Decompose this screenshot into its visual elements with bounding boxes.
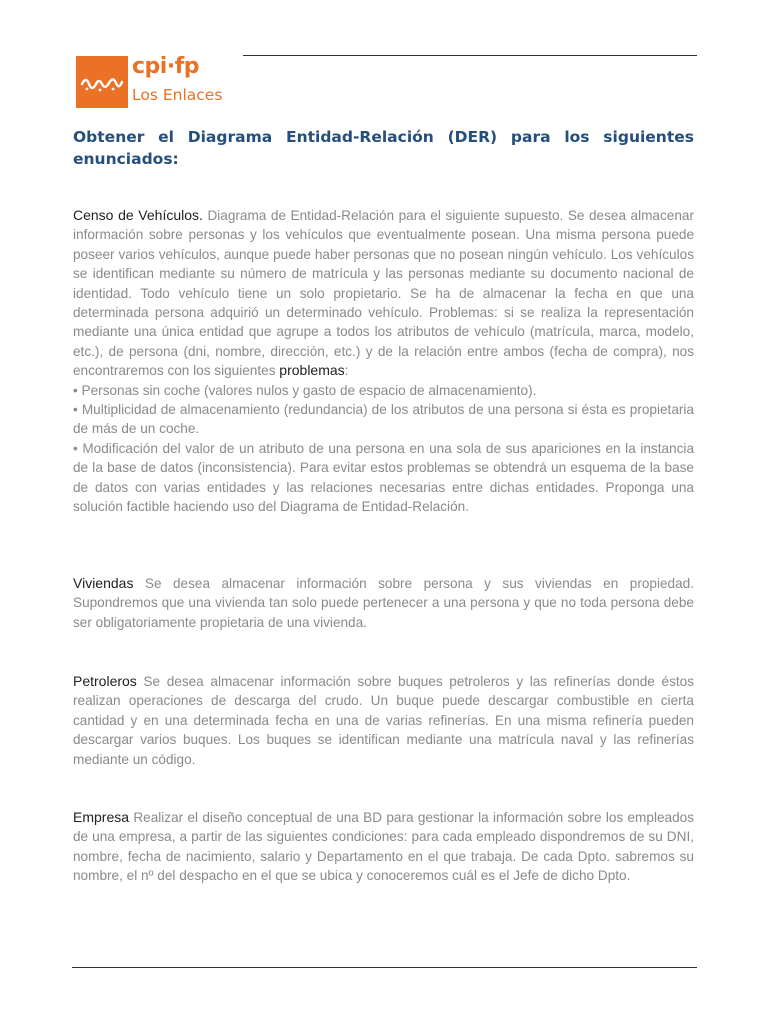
section-viviendas [73, 574, 694, 632]
footer-rule [72, 967, 697, 968]
viviendas-paragraph [73, 574, 694, 632]
section-empresa [73, 808, 694, 886]
petroleros-paragraph [73, 672, 694, 769]
censo-bullet-1: • Personas sin coche (valores nulos y gasto de espacio de almacenamiento). [73, 382, 537, 398]
censo-paragraph [73, 206, 694, 381]
header-rule [243, 55, 697, 56]
censo-intro: Diagrama de Entidad-Relación para el siguiente supuesto. Se desea almacenar información sobre personas y los vehículos que eventualmente posean. Una misma persona puede poseer varios vehículos, aunque puede haber personas que no posean ningún vehículo. Los vehículos se identifican mediante su número de matrícula y las personas mediante su documento nacional de identidad. Todo vehículo tiene un solo propietario. Se ha de almacenar la fecha en que una determinada persona adquirió un determinado vehículo. Problemas: si se realiza la representación mediante una única entidad que agrupe a todos los atributos de vehículo (matrícula, marca, modelo, etc.), de persona (dni, nombre, dirección, etc.) y de la relación entre ambos (fecha de compra), nos encontraremos con los siguientes [73, 208, 694, 379]
viviendas-body: Se desea almacenar información sobre persona y sus viviendas en propiedad. Supondremos que una vivienda tan solo puede pertenecer a una persona y que no toda persona debe ser obligatoriamente propietaria de una vivienda. [73, 576, 694, 630]
page-title: Obtener el Diagrama Entidad-Relación (DER) para los siguientes enunciados: [73, 128, 694, 168]
petroleros-heading: Petroleros [73, 673, 137, 689]
censo-problems-colon: : [344, 363, 349, 379]
censo-problems-word: problemas [279, 362, 345, 379]
censo-bullet-3: • Modificación del valor de un atributo de una persona en una sola de sus apariciones en la instancia de la base de datos (inconsistencia). Para evitar estos problemas se obtendrá un esquema de la base de datos con varias entidades y las relaciones necesarias entre dichas entidades. Proponga una solución factible haciendo uso del Diagrama de Entidad-Relación. [73, 440, 694, 515]
logo-mark-icon [76, 56, 128, 108]
viviendas-heading: Viviendas [73, 575, 134, 591]
empresa-paragraph [73, 808, 694, 886]
censo-heading: Censo de Vehículos. [73, 207, 203, 223]
petroleros-body: Se desea almacenar información sobre buques petroleros y las refinerías donde éstos realizan operaciones de descarga del crudo. Un buque puede descargar combustible en cierta cantidad y en una determinada fecha en una de varias refinerías. En una misma refinería pueden descargar varios buques. Los buques se identifican mediante una matrícula naval y las refinerías mediante un código. [73, 674, 694, 767]
empresa-heading: Empresa [73, 809, 130, 825]
section-petroleros [73, 672, 694, 769]
section-censo [73, 206, 694, 517]
logo-brand: cpi·fp [132, 54, 200, 79]
empresa-body: Realizar el diseño conceptual de una BD para gestionar la información sobre los empleados de una empresa, a partir de las siguientes condiciones: para cada empleado dispondremos de su DNI, nombre, fecha de nacimiento, salario y Departamento en el que trabaja. De cada Dpto. sabremos su nombre, el nº del despacho en el que se ubica y conoceremos cuál es el Jefe de dicho Dpto. [73, 810, 694, 884]
logo-subtitle: Los Enlaces [132, 86, 223, 104]
cpifp-logo [76, 56, 246, 108]
censo-bullet-2: • Multiplicidad de almacenamiento (redundancia) de los atributos de una persona si ésta es propietaria de más de un coche. [73, 402, 694, 437]
